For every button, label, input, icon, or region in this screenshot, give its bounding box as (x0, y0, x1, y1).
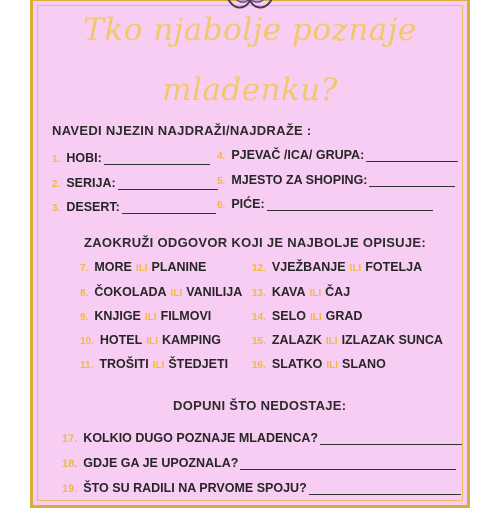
question-label: HOBI: (66, 151, 102, 165)
question-number: 13. (252, 288, 266, 299)
option-b[interactable]: VANILIJA (186, 285, 243, 299)
or-word: ILI (309, 312, 322, 323)
option-a[interactable]: ZALAZK (271, 333, 322, 347)
answer-line[interactable] (104, 154, 210, 165)
question-number: 14. (252, 312, 266, 323)
question-number: 10. (80, 336, 94, 347)
question-17 (62, 431, 462, 445)
question-number: 12. (252, 263, 266, 274)
or-word: ILI (144, 312, 157, 323)
section-1-heading: NAVEDI NJEZIN NAJDRAŽI/NAJDRAŽE : (52, 123, 312, 138)
option-b[interactable]: IZLAZAK SUNCA (341, 333, 443, 347)
answer-line[interactable] (118, 179, 218, 190)
question-number: 11. (80, 360, 94, 371)
title-line-2: mladenku? (162, 72, 338, 108)
section-2-heading: ZAOKRUŽI ODGOVOR KOJI JE NAJBOLJE OPISUJE: (84, 235, 426, 250)
question-number: 8. (80, 288, 89, 299)
question-6 (217, 197, 433, 211)
question-number: 17. (62, 433, 78, 445)
option-a[interactable]: TROŠITI (99, 357, 149, 371)
option-b[interactable]: FILMOVI (160, 309, 212, 323)
question-number: 6. (217, 200, 226, 211)
option-b[interactable]: ŠTEDJETI (168, 357, 229, 371)
or-word: ILI (325, 336, 338, 347)
option-b[interactable]: PLANINE (151, 260, 207, 274)
question-19 (62, 481, 461, 495)
option-a[interactable]: MORE (94, 260, 132, 274)
option-b[interactable]: KAMPING (161, 333, 221, 347)
option-b[interactable]: ČAJ (325, 285, 351, 299)
question-number: 9. (80, 312, 89, 323)
option-a[interactable]: ČOKOLADA (94, 285, 167, 299)
option-b[interactable]: SLANO (342, 357, 386, 371)
answer-line[interactable] (267, 200, 433, 211)
answer-line[interactable] (366, 151, 458, 162)
option-a[interactable]: SELO (271, 309, 306, 323)
question-label: KOLKIO DUGO POZNAJE MLADENCA? (83, 431, 319, 445)
title-line-1: Tko njabolje poznaje (83, 12, 417, 48)
question-label: ŠTO SU RADILI NA PRVOME SPOJU? (83, 481, 307, 495)
or-word: ILI (146, 336, 158, 347)
choice-question-7 (80, 260, 206, 274)
or-word: ILI (326, 360, 339, 371)
question-label: DESERT: (66, 200, 120, 214)
question-label: MJESTO ZA SHOPING: (231, 173, 368, 187)
choice-question-16 (252, 357, 386, 371)
question-number: 5. (217, 176, 226, 187)
choice-question-8 (80, 285, 242, 299)
question-number: 16. (252, 360, 266, 371)
option-a[interactable]: VJEŽBANJE (271, 260, 346, 274)
or-word: ILI (135, 263, 148, 274)
answer-line[interactable] (369, 176, 455, 187)
question-number: 19. (62, 483, 78, 495)
answer-line[interactable] (122, 203, 216, 214)
question-number: 1. (52, 154, 61, 165)
question-number: 3. (52, 203, 61, 214)
question-5 (217, 173, 455, 187)
question-label: GDJE GA JE UPOZNALA? (83, 456, 239, 470)
option-a[interactable]: SLATKO (271, 357, 323, 371)
question-3 (52, 200, 216, 214)
option-b[interactable]: GRAD (325, 309, 363, 323)
question-label: SERIJA: (66, 176, 116, 190)
answer-line[interactable] (320, 434, 462, 445)
answer-line[interactable] (309, 484, 461, 495)
option-b[interactable]: FOTELJA (365, 260, 423, 274)
option-a[interactable]: HOTEL (99, 333, 143, 347)
question-number: 2. (52, 179, 61, 190)
choice-question-15 (252, 333, 443, 347)
or-word: ILI (309, 288, 322, 299)
choice-question-9 (80, 309, 211, 323)
question-number: 4. (217, 151, 226, 162)
choice-question-12 (252, 260, 422, 274)
question-number: 15. (252, 336, 266, 347)
choice-question-13 (252, 285, 350, 299)
or-word: ILI (349, 263, 362, 274)
question-4 (217, 148, 458, 162)
question-label: PIĆE: (231, 197, 265, 211)
question-number: 18. (62, 458, 78, 470)
question-label: PJEVAČ /ICA/ GRUPA: (231, 148, 365, 162)
or-word: ILI (152, 360, 165, 371)
answer-line[interactable] (240, 459, 456, 470)
choice-question-10 (80, 333, 221, 347)
choice-question-11 (80, 357, 228, 371)
question-18 (62, 456, 456, 470)
question-1 (52, 151, 210, 165)
section-3-heading: DOPUNI ŠTO NEDOSTAJE: (173, 398, 347, 413)
option-a[interactable]: KNJIGE (94, 309, 141, 323)
question-number: 7. (80, 263, 89, 274)
question-2 (52, 176, 218, 190)
choice-question-14 (252, 309, 362, 323)
option-a[interactable]: KAVA (271, 285, 306, 299)
or-word: ILI (170, 288, 183, 299)
